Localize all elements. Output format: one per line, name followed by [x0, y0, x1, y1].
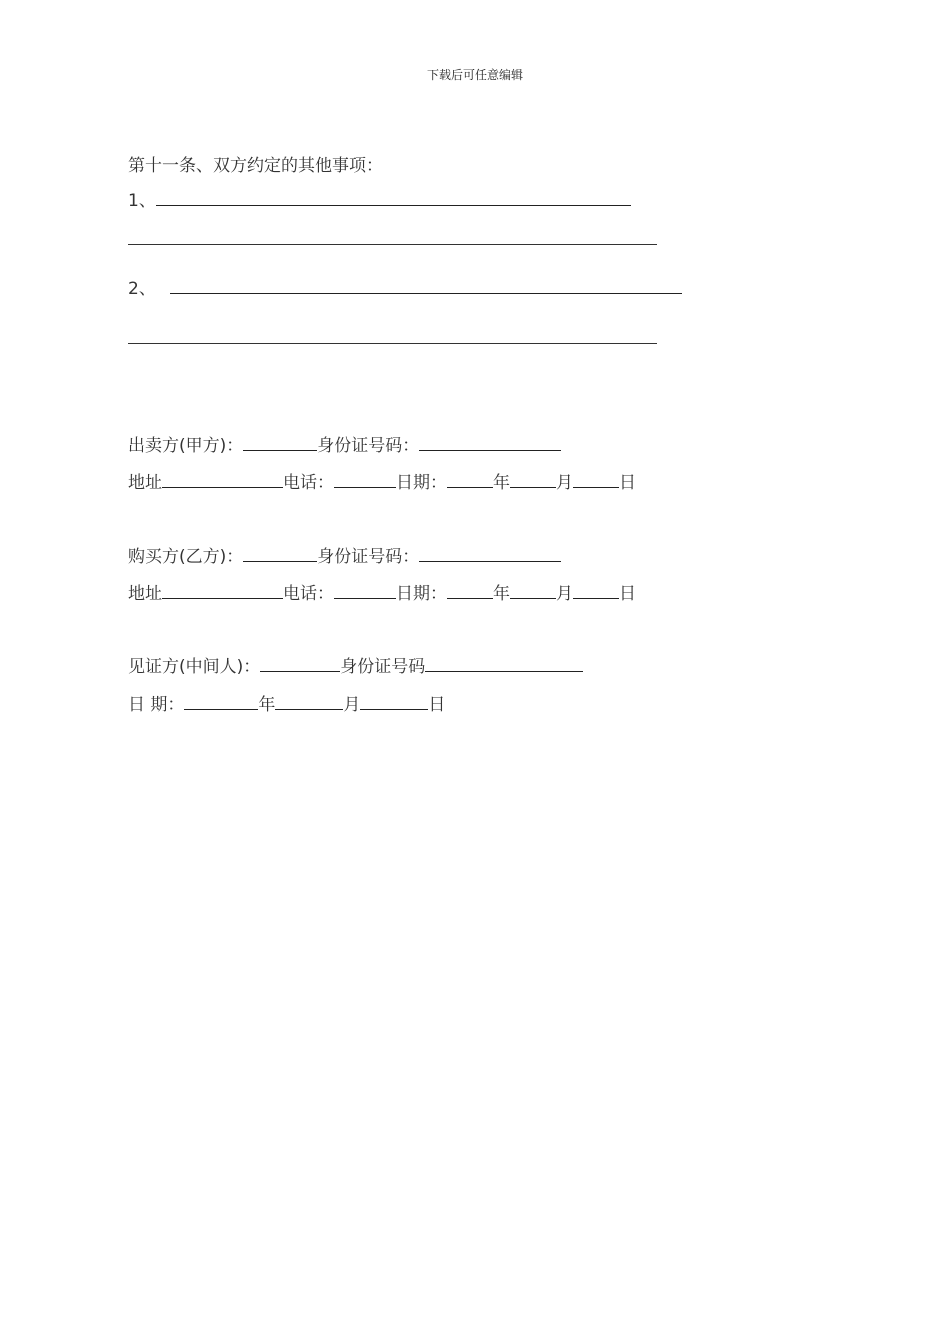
- buyer-year-label: 年: [493, 584, 510, 604]
- buyer-row: [128, 544, 561, 568]
- seller-phone-label: 电话：: [283, 473, 334, 493]
- buyer-day-blank[interactable]: [573, 581, 619, 599]
- buyer-date-label: 日期：: [396, 584, 447, 604]
- witness-day-label: 日: [428, 695, 446, 715]
- buyer-address-blank[interactable]: [162, 581, 283, 599]
- buyer-month-blank[interactable]: [510, 581, 556, 599]
- seller-phone-blank[interactable]: [334, 470, 396, 488]
- witness-year-label: 年: [258, 695, 276, 715]
- seller-row: [128, 433, 561, 457]
- witness-id-label: 身份证号码: [340, 657, 426, 677]
- seller-year-label: 年: [493, 473, 510, 493]
- seller-id-label: 身份证号码：: [317, 436, 420, 456]
- buyer-address-label: 地址: [128, 584, 162, 604]
- seller-month-blank[interactable]: [510, 470, 556, 488]
- seller-year-blank[interactable]: [447, 470, 493, 488]
- buyer-month-label: 月: [556, 584, 573, 604]
- buyer-contact-row: [128, 581, 636, 605]
- buyer-day-label: 日: [619, 584, 636, 604]
- witness-name-blank[interactable]: [260, 654, 340, 672]
- buyer-id-blank[interactable]: [419, 544, 561, 562]
- item-2-continuation-line[interactable]: [128, 343, 657, 344]
- item-1-row: [128, 188, 631, 212]
- buyer-name-blank[interactable]: [243, 544, 317, 562]
- item-2-row: [128, 276, 682, 300]
- seller-label: 出卖方(甲方)：: [128, 436, 244, 456]
- buyer-phone-blank[interactable]: [334, 581, 396, 599]
- seller-date-label: 日期：: [396, 473, 447, 493]
- seller-day-blank[interactable]: [573, 470, 619, 488]
- witness-month-blank[interactable]: [275, 692, 343, 710]
- witness-row: [128, 654, 583, 678]
- buyer-phone-label: 电话：: [283, 584, 334, 604]
- witness-month-label: 月: [343, 695, 361, 715]
- witness-id-blank[interactable]: [425, 654, 583, 672]
- seller-day-label: 日: [619, 473, 636, 493]
- item-1-blank[interactable]: [156, 188, 631, 206]
- witness-date-label: 日 期：: [128, 695, 185, 715]
- item-2-label: 2、: [128, 279, 156, 299]
- seller-month-label: 月: [556, 473, 573, 493]
- buyer-id-label: 身份证号码：: [317, 547, 420, 567]
- seller-id-blank[interactable]: [419, 433, 561, 451]
- seller-address-blank[interactable]: [162, 470, 283, 488]
- article-title: 第十一条、双方约定的其他事项：: [128, 156, 383, 176]
- witness-date-row: [128, 692, 445, 716]
- witness-label: 见证方(中间人)：: [128, 657, 261, 677]
- item-2-blank[interactable]: [170, 276, 682, 294]
- witness-day-blank[interactable]: [360, 692, 428, 710]
- seller-name-blank[interactable]: [243, 433, 317, 451]
- witness-year-blank[interactable]: [184, 692, 258, 710]
- page-header: 下载后可任意编辑: [426, 68, 523, 82]
- buyer-year-blank[interactable]: [447, 581, 493, 599]
- item-1-label: 1、: [128, 191, 156, 211]
- seller-address-label: 地址: [128, 473, 162, 493]
- item-1-continuation-line[interactable]: [128, 244, 657, 245]
- buyer-label: 购买方(乙方)：: [128, 547, 244, 567]
- seller-contact-row: [128, 470, 636, 494]
